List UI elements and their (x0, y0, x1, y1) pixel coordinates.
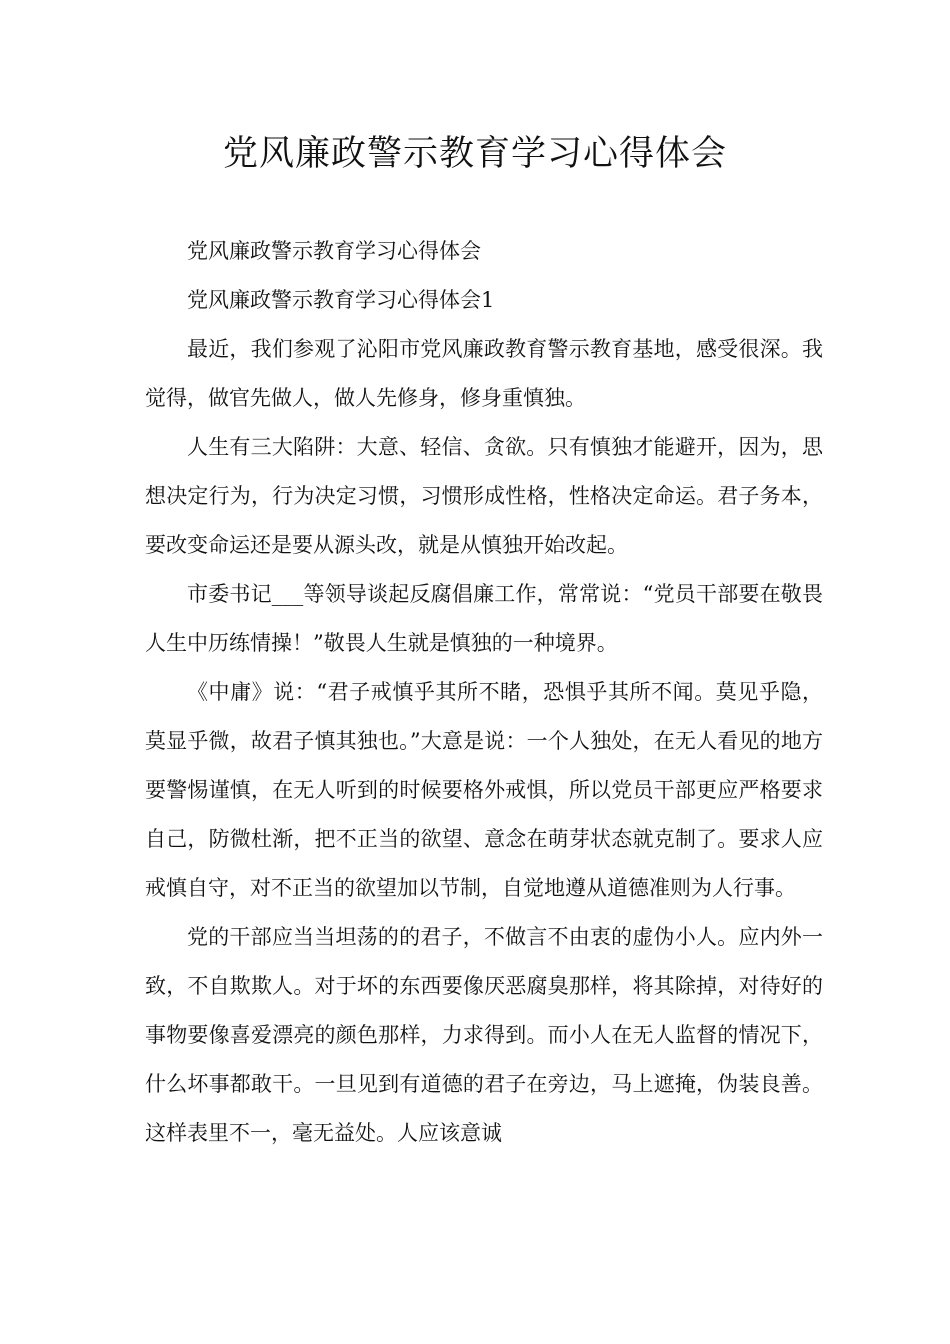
document-title: 党风廉政警示教育学习心得体会 (222, 134, 727, 174)
paragraph: 人生有三大陷阱：大意、轻信、贪欲。只有慎独才能避开，因为，思想决定行为，行为决定习惯，习惯形成性格，性格决定命运。君子务本，要改变命运还是要从源头改，就是从慎独开始改起。 (145, 435, 823, 557)
paragraph: 党的干部应当当坦荡的的君子，不做言不由衷的虚伪小人。应内外一致，不自欺欺人。对于坏的东西要像厌恶腐臭那样，将其除掉，对待好的事物要像喜爱漂亮的颜色那样，力求得到。而小人在无人监督的情况下，什么坏事都敢干。一旦见到有道德的君子在旁边，马上遮掩，伪装良善。这样表里不一，毫无益处。人应该意诚 (145, 925, 823, 1145)
paragraph: 最近，我们参观了沁阳市党风廉政教育警示教育基地，感受很深。我觉得，做官先做人，做人先修身，修身重慎独。 (145, 337, 823, 410)
paragraph: 《中庸》说：“君子戒慎乎其所不睹，恐惧乎其所不闻。莫见乎隐，莫显乎微，故君子慎其独也。”大意是说：一个人独处，在无人看见的地方要警惕谨慎，在无人听到的时候要格外戒惧，所以党员干部更应严格要求自己，防微杜渐，把不正当的欲望、意念在萌芽状态就克制了。要求人应戒慎自守，对不正当的欲望加以节制，自觉地遵从道德准则为人行事。 (145, 680, 823, 900)
paragraph: 市委书记___等领导谈起反腐倡廉工作，常常说：“党员干部要在敬畏人生中历练情操！”敬畏人生就是慎独的一种境界。 (145, 582, 823, 655)
document-body (145, 227, 823, 1158)
paragraph-subtitle: 党风廉政警示教育学习心得体会 (187, 239, 481, 263)
paragraph-section-heading: 党风廉政警示教育学习心得体会1 (187, 288, 495, 312)
